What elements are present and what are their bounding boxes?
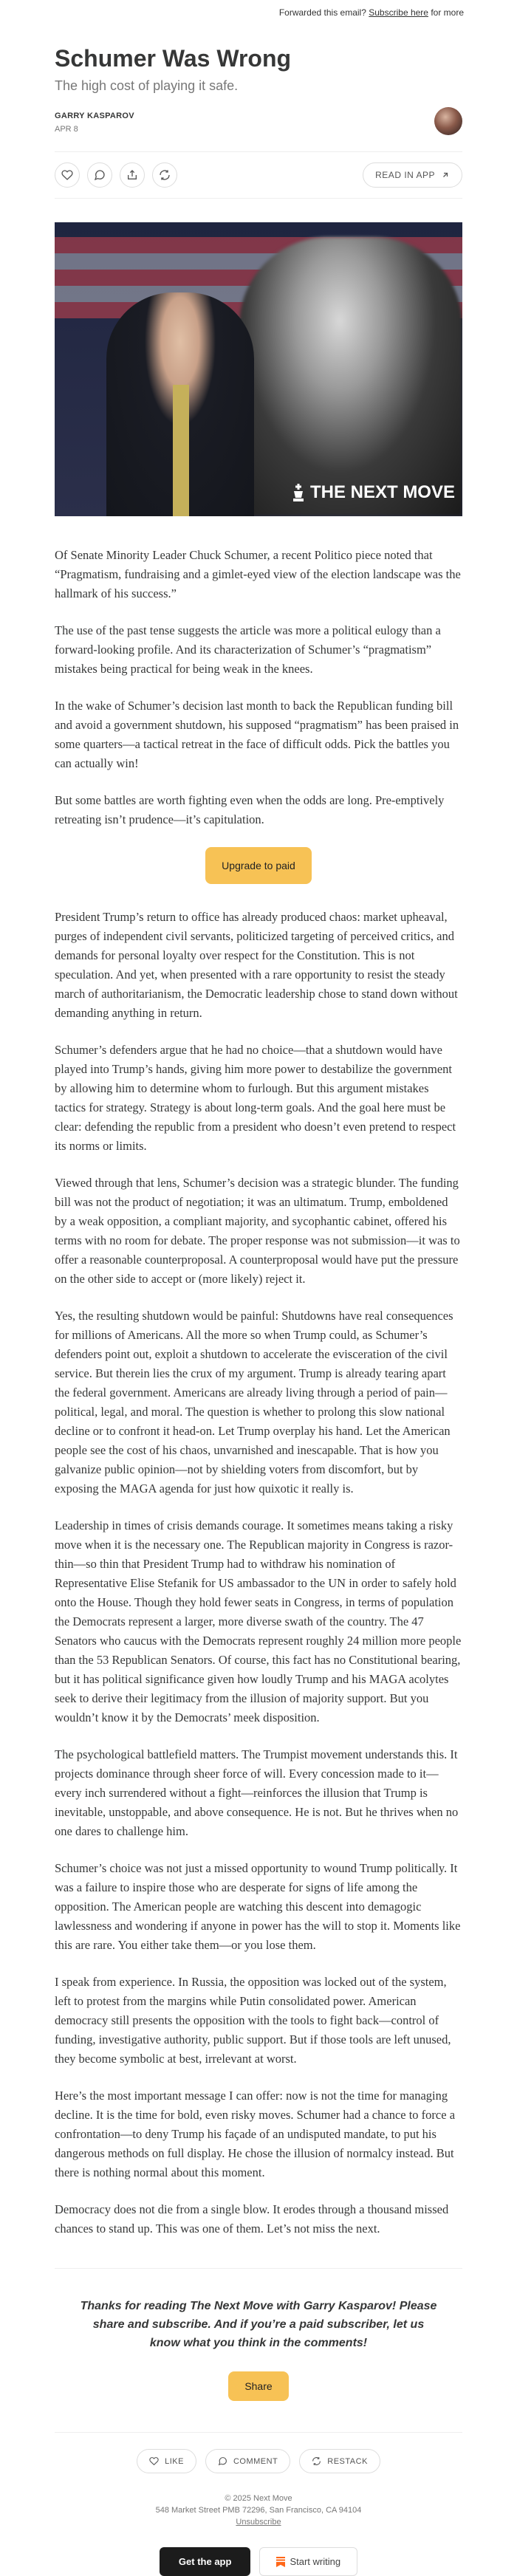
comment-icon [218,2456,227,2466]
post-date: APR 8 [55,125,78,134]
restack-icon [312,2456,321,2466]
comment-icon [94,169,106,181]
share-cta-box [55,2268,462,2433]
like-pill-button[interactable] [137,2449,196,2473]
post-title[interactable]: Schumer Was Wrong [55,45,292,72]
body-paragraph: Viewed through that lens, Schumer’s decision was a strategic blunder. The funding bill was not the product of negotiation; it was an ultimatum. Trump, emboldened by a weak opposition, a compliant majority, and sycophantic cabinet, offered his terms with no room for debate. The proper response was not submission—it was to offer a reasonable counterproposal. A counterproposal would have put the pressure on the other side to accept or (more likely) reject it. [55,1176,460,1286]
cta-text: Thanks for reading The Next Move with Garry Kasparov! Please share and subscribe. And if you’re a paid subscriber, let us know what you think in the comments! [80,2300,437,2349]
start-writing-button[interactable] [259,2547,357,2576]
restack-pill-button[interactable] [299,2449,380,2473]
byline [55,112,462,135]
body-paragraph: Yes, the resulting shutdown would be painful: Shutdowns have real consequences for millions of Americans. All the more so when Trump could, as Schumer’s defenders point out, exploit a shutdown to accelerate the evisceration of the civil service. But therein lies the crux of my argument. Trump is already tearing apart the federal government. Americans are already living through a period of pain—political, legal, and moral. The question is whether to prolong this slow national decline or to confront it head-on. Let Trump overplay his hand. Let the American people see the cost of his chaos, unvarnished and inescapable. That is how you galvanize public opinion—not by shielding voters from discomfort, but by exposing the MAGA agenda for just how quixotic it really is. [55,1309,453,1496]
upgrade-to-paid-button[interactable]: Upgrade to paid [205,847,312,884]
footer-address: 548 Market Street PMB 72296, San Francisco, CA 94104 [155,2506,362,2515]
heart-icon [149,2456,159,2466]
chess-king-icon [291,484,306,501]
like-label: LIKE [165,2456,184,2466]
hero-brand [291,482,455,503]
start-writing-label: Start writing [290,2556,341,2567]
substack-logo-icon [276,2557,285,2567]
read-in-app-label: READ IN APP [375,170,435,180]
subscribe-link[interactable]: Subscribe here [369,7,428,18]
comment-button[interactable] [87,162,112,188]
comment-pill-button[interactable] [205,2449,290,2473]
forward-prefix: Forwarded this email? [278,7,366,18]
post-container [55,44,462,2576]
like-button[interactable] [55,162,80,188]
body-paragraph: But some battles are worth fighting even when the odds are long. Pre-emptively retreating isn’t prudence—it’s capitulation. [55,793,445,826]
body-paragraph: President Trump’s return to office has already produced chaos: market upheaval, purges of independent civil servants, politicized targeting of perceived critics, and demands for personal loyalty over respect for the Constitution. This is not speculation. And yet, when presented with a rare opportunity to resist the steady march of authoritarianism, the Democratic leadership chose to stand down without demanding anything in return. [55,910,458,1020]
bottom-action-bar [55,2449,462,2473]
forward-suffix: for more [431,7,464,18]
unsubscribe-link[interactable]: Unsubscribe [236,2518,281,2527]
comment-label: COMMENT [233,2456,278,2466]
share-icon [126,169,138,181]
body-paragraph: Leadership in times of crisis demands courage. It sometimes means taking a risky move when it is the necessary one. The Republican majority in Congress is razor-thin—so thin that President Trump had to withdraw his nomination of Representative Elise Stefanik for US ambassador to the UN in order to safely hold onto the House. Though they hold fewer seats in Congress, in terms of population the Democrats represent a larger, more diverse swath of the country. The 47 Senators who caucus with the Democrats represent roughly 24 million more people than the 53 Republican Senators. Of course, this fact has no Constitutional bearing, but it has political significance given how loudly Trump and his MAGA acolytes seek to derive their legitimacy from the illusion of majority support. But you wouldn’t know it by the Democrats’ meek disposition. [55,1518,462,1724]
get-the-app-button[interactable]: Get the app [160,2547,251,2576]
body-paragraph: In the wake of Schumer’s decision last month to back the Republican funding bill and avoid a government shutdown, his supposed “pragmatism” has been praised in some quarters—a tactical retreat in the face of difficult odds. Pick the battles you can actually win! [55,699,459,770]
share-cta-button[interactable]: Share [228,2371,288,2401]
body-paragraph: Of Senate Minority Leader Chuck Schumer, a recent Politico piece noted that “Pragmatism, fundraising and a gimlet-eyed view of the election landscape was the hallmark of his success.” [55,548,461,600]
footer-buttons [55,2547,462,2576]
read-in-app-button[interactable] [363,162,462,188]
restack-label: RESTACK [327,2456,368,2466]
body-paragraph: Here’s the most important message I can offer: now is not the time for managing decline. It is the time for bold, even risky moves. Schumer had a chance to force a confrontation—to deny Trump his façade of an undisputed mandate, to put his dangerous methods on full display. He chose the illusion of normalcy instead. But there is nothing normal about this moment. [55,2089,456,2179]
hero-brand-label: THE NEXT MOVE [309,482,455,502]
heart-icon [61,169,73,181]
post-body [55,546,462,2238]
body-paragraph: The psychological battlefield matters. The Trumpist movement understands this. It projects dominance through sheer force of will. Every concession made to it—every inch surrendered without a fight—reinforces the illusion that Trump is inevitable, unstoppable, and above consequence. He is not. But he thrives when no one dares to challenge him. [55,1747,459,1838]
hero-figure-right [239,237,462,516]
body-paragraph: Schumer’s defenders argue that he had no choice—that a shutdown would have played into Trump’s hands, giving him more power to destabilize the government by allowing him to determine whom to furlough. But this argument mistakes tactics for strategy. Strategy is about long-term goals. And the goal here must be clear: defending the republic from a president who doesn’t even pretend to respect its norms or limits. [55,1043,456,1153]
hero-image[interactable] [55,222,462,516]
share-button[interactable] [120,162,145,188]
author-avatar[interactable] [434,107,462,135]
footer [55,2493,462,2528]
action-bar [55,151,462,199]
restack-icon [159,169,171,181]
forward-bar [0,0,517,22]
footer-copyright: © 2025 Next Move [225,2494,292,2503]
restack-button[interactable] [152,162,177,188]
body-paragraph: I speak from experience. In Russia, the opposition was locked out of the system, left to protest from the margins while Putin consolidated power. American democracy still presents the opposition with the tools to fight back—control of funding, investigative authority, public support. But if those tools are left unused, they become symbolic at best, irrelevant at worst. [55,1975,451,2066]
body-paragraph: Schumer’s choice was not just a missed opportunity to wound Trump politically. It was a failure to inspire those who are desperate for signs of life among the opposition. The American people are watching this descent into demagogic lawlessness and wondering if anyone in power has the will to stop it. Moments like this are rare. You either take them—or you lose them. [55,1861,461,1952]
body-paragraph: Democracy does not die from a single blow. It erodes through a thousand missed chances to stand up. This was one of them. Let’s not miss the next. [55,2202,449,2236]
body-paragraph: The use of the past tense suggests the article was more a political eulogy than a forward-looking profile. And its characterization of Schumer’s “pragmatism” mistakes being practical for being weak in the knees. [55,623,441,676]
arrow-up-right-icon [441,171,450,179]
post-subtitle: The high cost of playing it safe. [55,78,239,93]
author-name[interactable]: GARRY KASPAROV [55,112,134,120]
